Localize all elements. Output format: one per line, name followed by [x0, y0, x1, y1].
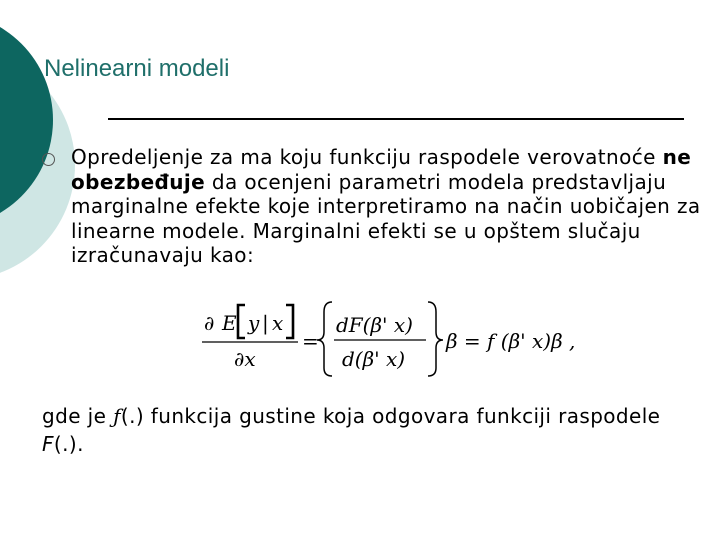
- bullet-text-bold: ne obezbeđuje: [71, 145, 692, 194]
- formula-graphic: [198, 298, 598, 380]
- formula-partial: ∂: [204, 311, 215, 335]
- formula-sep: |: [262, 311, 269, 335]
- decorative-circles: [0, 0, 80, 320]
- bullet-paragraph: [71, 145, 711, 268]
- closing-f: ƒ: [113, 404, 121, 428]
- closing-paragraph: [42, 402, 702, 458]
- formula-fraction-numerator: dF(β' x): [336, 313, 413, 337]
- slide-title: Nelinearni modeli: [44, 55, 230, 82]
- formula-y: y: [248, 311, 260, 335]
- title-divider: [108, 118, 684, 120]
- formula-x: x: [272, 311, 284, 335]
- marginal-effect-formula: [198, 298, 598, 380]
- bullet-text-part2: da ocenjeni parametri modela predstavljaju marginalne efekte koje interpretiramo na način uobičajen za linearne modele. Marginalni efekti se u opštem slučaju izračunavaju kao:: [71, 169, 701, 267]
- bullet-text-part1: Opredeljenje za ma koju funkciju raspodele verovatnoće: [71, 145, 656, 169]
- closing-text-2: (.) funkcija gustine koja odgovara funkciji raspodele: [120, 404, 661, 428]
- closing-text-1: gde je: [42, 404, 114, 428]
- formula-rhs: β = f (β' x)β ,: [446, 329, 576, 353]
- circles-graphic: [0, 0, 80, 320]
- closing-F: F: [42, 432, 54, 456]
- bullet-circle-icon: [42, 153, 55, 166]
- formula-fraction-denominator: d(β' x): [342, 347, 406, 371]
- formula-E: E: [222, 311, 237, 335]
- closing-text-3: (.).: [53, 432, 84, 456]
- formula-equals: =: [302, 329, 319, 353]
- formula-lhs-denominator: ∂x: [234, 347, 256, 371]
